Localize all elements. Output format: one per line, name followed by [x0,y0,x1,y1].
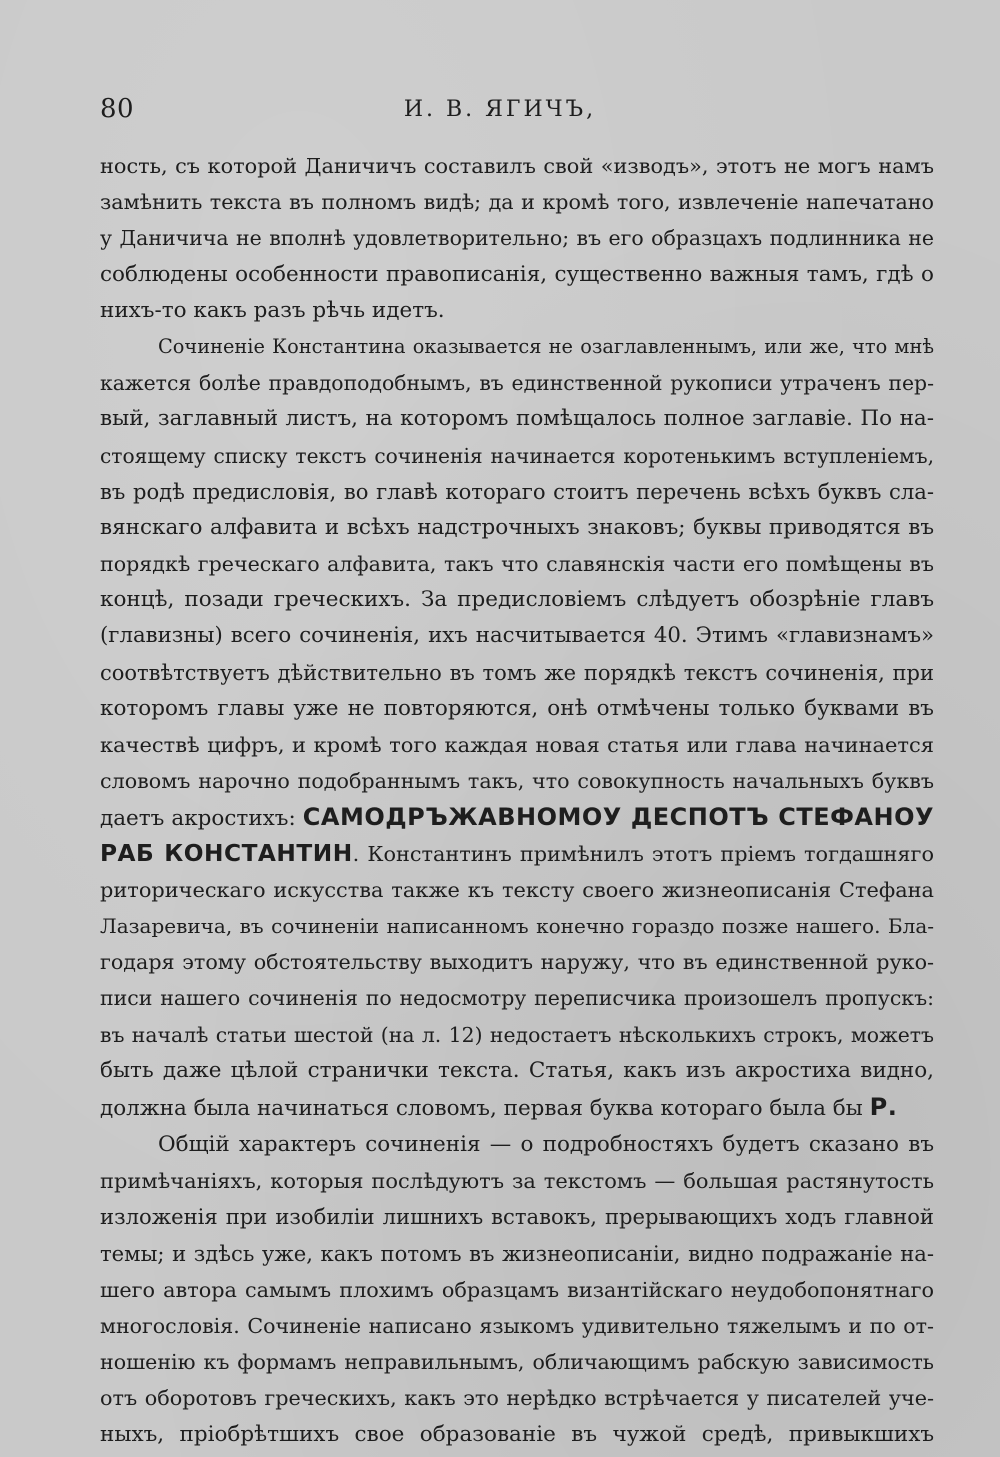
text-line: соотвѣтствуетъ дѣйствительно въ томъ же порядкѣ текстъ сочиненія, при [100,659,934,685]
text-line: соблюдены особенности правописанія, существенно важныя тамъ, гдѣ о [100,261,934,287]
page-number: 80 [100,94,135,124]
text-line: концѣ, позади греческихъ. За предисловіемъ слѣдуетъ обозрѣніе главъ [100,587,934,613]
text-line: нихъ-то какъ разъ рѣчь идетъ. [100,297,445,323]
text-line: въ родѣ предисловія, во главѣ котораго стоитъ перечень всѣхъ буквъ сла- [100,478,934,504]
text-line: шего автора самымъ плохимъ образцамъ византійскаго неудобопонятнаго [100,1277,934,1302]
text-line: многословія. Сочиненіе написано языкомъ удивительно тяжелымъ и по от- [100,1314,934,1338]
text-line: замѣнить текста въ полномъ видѣ; да и кромѣ того, извлеченіе напечатано [100,190,934,215]
text-line: качествѣ цифръ, и кромѣ того каждая новая статья или глава начинается [100,733,934,757]
text-line: вый, заглавный листъ, на которомъ помѣщалось полное заглавіе. По на- [100,406,934,432]
text-line: вянскаго алфавита и всѣхъ надстрочныхъ знаковъ; буквы приводятся въ [100,514,934,540]
text-line: Сочиненіе Константина оказывается не озаглавленнымъ, или же, что мнѣ [158,334,934,358]
text-line: кажется болѣе правдоподобнымъ, въ единственной рукописи утраченъ пер- [100,371,934,396]
text-line: примѣчаніяхъ, которыя послѣдуютъ за текстомъ — большая растянутость [100,1169,934,1194]
text-line: которомъ главы уже не повторяются, онѣ отмѣчены только буквами въ [100,695,934,721]
acrostic-text: РАБ КОНСТАНТИН [100,839,353,867]
text-line: даетъ акростихъ: САМОДРЪЖАВНОМОУ ДЕСПОТЪ СТЕФАНОУ [100,803,934,832]
slavonic-letter: Р. [869,1092,898,1121]
text-line: Лазаревича, въ сочиненіи написанномъ конечно гораздо позже нашего. Бла- [100,913,934,938]
acrostic-text: САМОДРЪЖАВНОМОУ ДЕСПОТЪ СТЕФАНОУ [302,803,934,832]
text-line: Общій характеръ сочиненія — о подробностяхъ будетъ сказано въ [158,1132,934,1158]
text-line: должна была начинаться словомъ, первая буква котораго была бы Р. [100,1092,898,1121]
text-line: стоящему списку текстъ сочиненія начинается коротенькимъ вступленіемъ, [100,443,934,468]
text-line: отъ оборотовъ греческихъ, какъ это нерѣдко встрѣчается у писателей уче- [100,1386,934,1411]
text-line: изложенія при изобиліи лишнихъ вставокъ, прерывающихъ ходъ главной [100,1204,934,1230]
body-text [100,148,934,1453]
text-line: быть даже цѣлой странички текста. Статья, какъ изъ акростиха видно, [100,1057,934,1083]
text-line: ность, съ которой Даничичъ составилъ свой «изводъ», этотъ не могъ намъ [100,154,934,178]
text-line: РАБ КОНСТАНТИН. Константинъ примѣнилъ этотъ пріемъ тогдашняго [100,839,934,867]
text-line: ношенію къ формамъ неправильнымъ, обличающимъ рабскую зависимость [100,1350,934,1375]
text-line: темы; и здѣсь уже, какъ потомъ въ жизнеописаніи, видно подражаніе на- [100,1240,934,1266]
running-head: И. В. ЯГИЧЪ, [403,97,597,122]
text-line: ныхъ, пріобрѣтшихъ свое образованіе въ чужой средѣ, привыкшихъ [100,1421,934,1447]
text-line: порядкѣ греческаго алфавита, такъ что славянскія части его помѣщены въ [100,552,934,577]
text-line: въ началѣ статьи шестой (на л. 12) недостаетъ нѣсколькихъ строкъ, можетъ [100,1022,934,1047]
text-line: словомъ нарочно подобраннымъ такъ, что совокупность начальныхъ буквъ [100,769,934,794]
text-line: риторическаго искусства также къ тексту своего жизнеописанія Стефана [100,877,934,902]
text-line: у Даничича не вполнѣ удовлетворительно; въ его образцахъ подлинника не [100,226,934,251]
text-line: писи нашего сочиненія по недосмотру переписчика произошелъ пропускъ: [100,986,934,1011]
text-line: годаря этому обстоятельству выходитъ наружу, что въ единственной руко- [100,950,934,975]
text-line: (главизны) всего сочиненія, ихъ насчитывается 40. Этимъ «главизнамъ» [100,623,934,649]
